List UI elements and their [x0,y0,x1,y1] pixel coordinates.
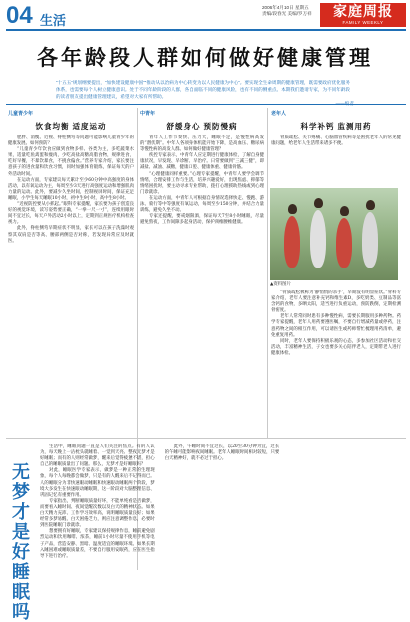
section-title: 生活 [40,13,67,28]
article-paragraph: 在运动方面，中青年人可根据自身情况选择快走、慢跑、游泳、骑行等中等强度有氧运动，每周至少150分钟，并结合力量训练，避免久坐不动。 [140,195,264,214]
article-paragraph: 肥胖、消瘦、近视、脊柱侧弯等问题可能影响儿童青少年的健康发展。如何预防？ [8,135,134,147]
article-paragraph: 生活中，睡眠问题一直是人们关注的焦点。有的人认为，每天晚上一沾枕头就睡着、一觉到天亮、整夜无梦才是好睡眠；而有的人则经常做梦，醒来后觉得疲惫不堪，担心自己的睡眠质量出了问题。那么，无梦才是好睡眠吗？ [40,444,155,468]
article-paragraph: “儿童青少年饮食应做到食物多样、谷类为主，多吃蔬菜水果，适量吃鱼禽蛋和瘦肉，少吃高盐高糖高脂食物，规律进食，吃好早餐，不暴饮暴食，不挑食偏食。”营养专家介绍，家长要注意孩子的进食量和饮食习惯，同时加强体育锻炼，保证每天的户外活动时间。 [8,147,134,177]
article-paragraph: 对此，睡眠医学专家表示，做梦是一种正常的生理现象，每个人每晚都会做梦，只是有的人醒来后不记得而已。人的睡眠分为非快速眼动睡眠和快速眼动睡眠两个阶段，梦境大多发生在快速眼动睡眠期，这一阶段对大脑整理信息、巩固记忆有重要作用。 [40,468,155,498]
article-paragraph: 想要拥有好睡眠，专家建议保持规律作息，睡前避免剧烈运动和饮用咖啡、浓茶，睡前1小时尽量不使用手机等电子产品，营造安静、黑暗、温度适宜的睡眠环境。如果长期入睡困难或睡眠质量差，不要自行服用安眠药，应在医生指导下进行治疗。 [40,529,155,559]
article-paragraph: “骨质疏松被称为‘静悄悄的杀手’，早期没有明显症状。”骨科专家介绍，老年人要注意补充钙和维生素D，多吃奶类、豆制品等富含钙的食物，多晒太阳，适当进行负重运动，预防跌倒，定期检测骨密度。 [271,290,401,314]
article-paragraph: 骨质疏松、关节疼痛、心脑血管疾病等是困扰老年人的常见健康问题，给老年人生活带来诸多不便。 [271,135,401,147]
middle-section-label: 中青年 [140,111,156,117]
lead-text: “十五五”规划纲要提出，“加快建设健康中国”“推动从以治病为中心转变为以人民健康为中心”。要实现全生命周期的健康管理，既需要政府优化服务体系，也需要每个人树立健康意识。处于不同年龄阶段的人群，各自面临不同的健康风险，也有不同的侧重点。本期我们邀请专家，为不同年龄段的读者朋友提出健康管理建议，希望对大家有所帮助。 [56,80,351,99]
side-story-article [40,444,404,570]
article-paragraph: 老年人常常同时患有多种慢性病，需要长期服用多种药物。药学专家提醒，老年人用药要遵医嘱，不要自行增减药量或停药，注意药物之间的相互作用，可以请医生或药师帮忙梳理用药清单，避免重复用药。 [271,314,401,338]
article-paragraph: 同时，老年人要保持积极乐观的心态，多参加社区活动和社交活动，丰富精神生活，子女也要多关心陪伴老人，定期带老人进行健康体检。 [271,338,401,356]
logo-chinese: 家庭周报 [333,3,393,19]
section-divider [6,438,406,439]
child-section-label: 儿童青少年 [8,111,34,117]
article-paragraph: 此外，午睡时间不宜过长，以20至30分钟为宜，过长的午睡可能影响夜间睡眠。老年人睡眠时间相对较短，只要白天精神好，就不必过于担心。 [164,444,280,462]
article-paragraph: 专家指出，判断睡眠质量好坏，不能单纯看是否做梦，而要看入睡时间、夜间觉醒次数以及白天的精神状态。如果白天精力充沛、工作学习效率高，说明睡眠质量良好；如果经常多梦易醒、白天困倦乏力，则应注意调整作息，必要时到医院睡眠门诊就诊。 [40,498,155,529]
article-paragraph: “近视防控要从小抓起。”眼科专家提醒，家长要为孩子创造良好的视觉环境，读写姿势要正确，“一拳一尺一寸”，连续用眼时间不宜过长，每天户外活动2小时以上，定期到正规医疗机构检查视力。 [8,202,134,226]
article-paragraph: “心理健康同样重要。”心理专家提醒，中青年人要学会调节情绪，合理安排工作与生活，培养兴趣爱好，出现焦虑、抑郁等情绪困扰时，要主动寻求专业帮助，拨打心理援助热线或到心理门诊就诊。 [140,171,264,195]
logo-english: FAMILY WEEKLY [342,20,384,25]
lead-paragraph [56,79,354,107]
elder-section-heading: 科学补钙 监测用药 [300,122,372,131]
side-story-title: 无梦才是好睡眠吗 [12,462,30,622]
newspaper-logo [320,3,406,27]
middle-section-heading: 舒缓身心 预防慢病 [166,122,238,131]
article-paragraph: 疾控专家表示，中青年人应定期进行健康体检，了解自身健康状况，早发现、早诊断、早治疗。日常要做到“三减三健”，即减盐、减油、减糖，健康口腔、健康体重、健康骨骼。 [140,153,264,171]
middle-article [140,135,264,433]
article-paragraph: 青年人工作节奏快、压力大，睡眠不足，是慢性病高发的“潜伏期”。中年人各项身体机能开始下降，是高血压、糖尿病等慢性病的高发人群。如何做好健康管理？ [140,135,264,153]
article-paragraph: 此外，脊柱侧弯早期症状不明显，家长可以在孩子洗澡时观察其双肩是否等高、腰部两侧是否对称，若发现异常应及时就医。 [8,226,134,244]
issue-date: 2006年4月10日 星期五 [262,5,309,10]
elder-section-label: 老年人 [271,111,287,117]
article-paragraph: 专家还提醒，要戒烟限酒，保证每天7至8小时睡眠，尽量避免熬夜，工作间隙多起身活动，保护颈椎腰椎健康。 [140,214,264,226]
lead-rule [6,104,406,105]
photo-caption: ▲资料图片 [270,282,291,287]
article-paragraph: 在运动方面，专家建议每天累计至少60分钟中高强度的身体活动，以有氧运动为主，每周至少3天进行高强度运动和增强肌肉力量的运动。此外，要减少久坐时间，控制视屏时间，保证充足睡眠，小学生每天睡眠10小时，初中生9小时，高中生8小时。 [8,177,134,201]
issue-info [262,5,312,17]
page-number: 04 [6,2,33,29]
main-headline: 各年龄段人群如何做好健康管理 [37,47,373,70]
child-article [8,135,134,433]
elder-article [271,290,401,433]
child-section-heading: 饮食均衡 适度运动 [35,122,107,131]
issue-editors: 责编/段春光 美编/罗万祥 [262,11,312,16]
elderly-exercise-photo [270,188,398,280]
header-rule [6,29,406,31]
column-divider [267,108,268,438]
elder-article-intro [271,135,401,185]
